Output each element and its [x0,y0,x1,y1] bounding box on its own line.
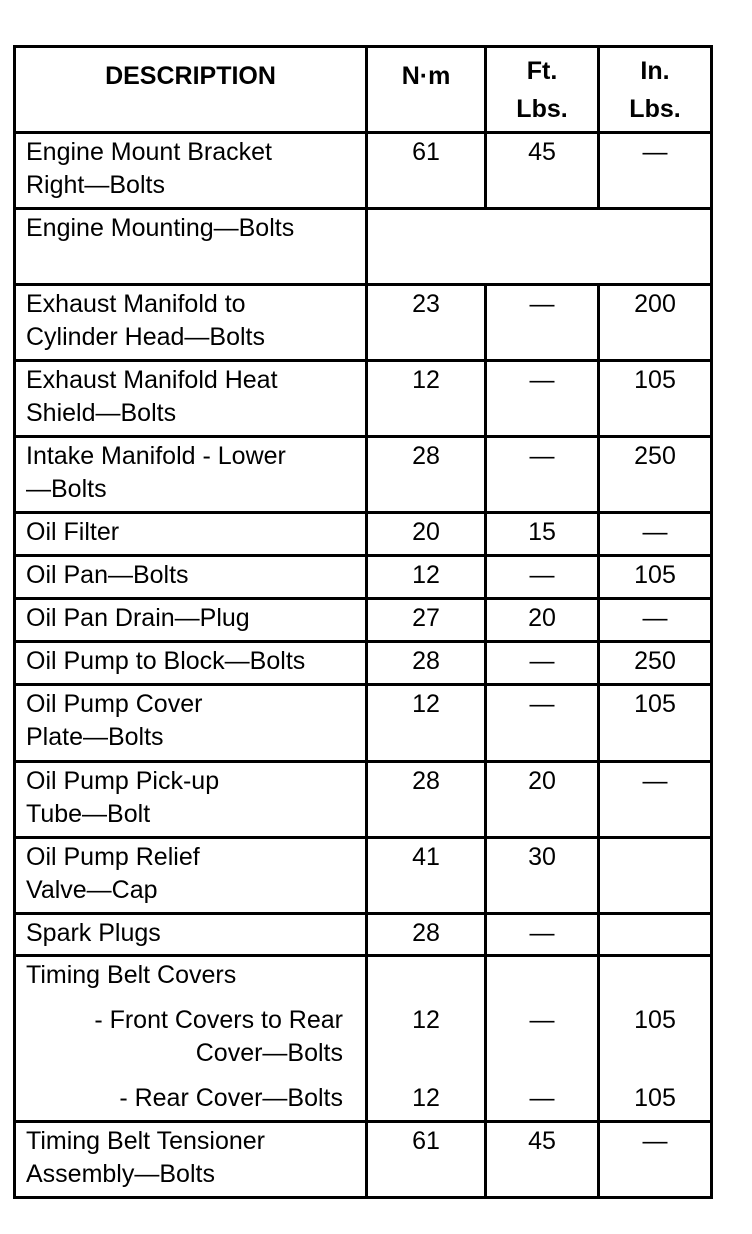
row-in-lbs: 105 [599,556,712,599]
table-row [15,437,712,513]
row-description: Oil Pump Relief Valve—Cap [15,838,367,914]
row-in-lbs: 105 [599,361,712,437]
row-ft-lbs: 45 [486,1122,599,1198]
row-in-lbs: 250 [599,437,712,513]
row-description: Exhaust Manifold Heat Shield—Bolts [15,361,367,437]
row-in-lbs: — [599,133,712,209]
row-in-lbs: 250 [599,642,712,685]
table-row [15,762,712,838]
row-ft-lbs: 45 [486,133,599,209]
table-row-timing-belt-covers [15,956,712,1122]
rear-nm: 12 [412,1084,440,1112]
row-in-lbs: — [599,513,712,556]
row-ft-lbs: — [486,685,599,762]
row-ft-lbs: — [486,437,599,513]
row-description: Exhaust Manifold to Cylinder Head—Bolts [15,285,367,361]
row-nm: 41 [367,838,486,914]
table-row [15,361,712,437]
row-in-lbs: — [599,1122,712,1198]
table-row [15,285,712,361]
row-nm: 28 [367,642,486,685]
row-nm: 23 [367,285,486,361]
row-ft-lbs: — [486,914,599,956]
sub-item-front-line2: Cover—Bolts [195,1039,343,1067]
header-in-lbs: In. Lbs. [599,47,712,133]
row-description: Spark Plugs [15,914,367,956]
table-row [15,513,712,556]
table-row [15,133,712,209]
row-nm: 12 [367,685,486,762]
row-ft-lbs [486,956,599,1122]
row-nm: 61 [367,1122,486,1198]
row-description: Oil Pump Pick-up Tube—Bolt [15,762,367,838]
group-title: Timing Belt Covers [26,961,237,989]
row-nm: 61 [367,133,486,209]
table-row [15,1122,712,1198]
row-ft-lbs: 20 [486,599,599,642]
row-description: Timing Belt Tensioner Assembly—Bolts [15,1122,367,1198]
row-description: Oil Pan—Bolts [15,556,367,599]
sub-item-rear: - Rear Cover—Bolts [119,1084,343,1112]
row-ft-lbs: 15 [486,513,599,556]
row-ft-lbs: — [486,285,599,361]
row-nm: 28 [367,437,486,513]
row-description: Oil Filter [15,513,367,556]
row-description: Engine Mounting—Bolts [15,209,367,285]
sub-item-front-line1: - Front Covers to Rear [94,1006,343,1034]
row-description: Oil Pump Cover Plate—Bolts [15,685,367,762]
row-ft-lbs: 30 [486,838,599,914]
row-in-lbs: — [599,599,712,642]
row-description: Oil Pump to Block—Bolts [15,642,367,685]
front-in: 105 [634,1006,676,1034]
row-nm: 12 [367,361,486,437]
row-values-merged [367,209,712,285]
row-nm: 28 [367,762,486,838]
row-ft-lbs: — [486,642,599,685]
rear-in: 105 [634,1084,676,1112]
row-in-lbs: 200 [599,285,712,361]
row-nm: 27 [367,599,486,642]
header-description: DESCRIPTION [15,47,367,133]
front-nm: 12 [412,1006,440,1034]
torque-spec-table [13,45,713,1199]
header-ft-lbs: Ft. Lbs. [486,47,599,133]
table-row [15,914,712,956]
row-in-lbs: 105 [599,685,712,762]
row-in-lbs [599,914,712,956]
table-row [15,685,712,762]
row-ft-lbs: — [486,556,599,599]
row-in-lbs [599,838,712,914]
row-in-lbs [599,956,712,1122]
table-row [15,642,712,685]
row-ft-lbs: — [486,361,599,437]
row-description: Engine Mount Bracket Right—Bolts [15,133,367,209]
row-in-lbs: — [599,762,712,838]
rear-ft: — [529,1084,555,1112]
row-description: Oil Pan Drain—Plug [15,599,367,642]
row-ft-lbs: 20 [486,762,599,838]
row-nm: 12 [367,556,486,599]
table-header-row [15,47,712,133]
table-row [15,838,712,914]
row-description [15,956,367,1122]
row-nm [367,956,486,1122]
row-nm: 28 [367,914,486,956]
table-row [15,556,712,599]
row-nm: 20 [367,513,486,556]
table-row [15,599,712,642]
table-row [15,209,712,285]
header-nm: N·m [367,47,486,133]
row-description: Intake Manifold - Lower —Bolts [15,437,367,513]
front-ft: — [529,1006,555,1034]
